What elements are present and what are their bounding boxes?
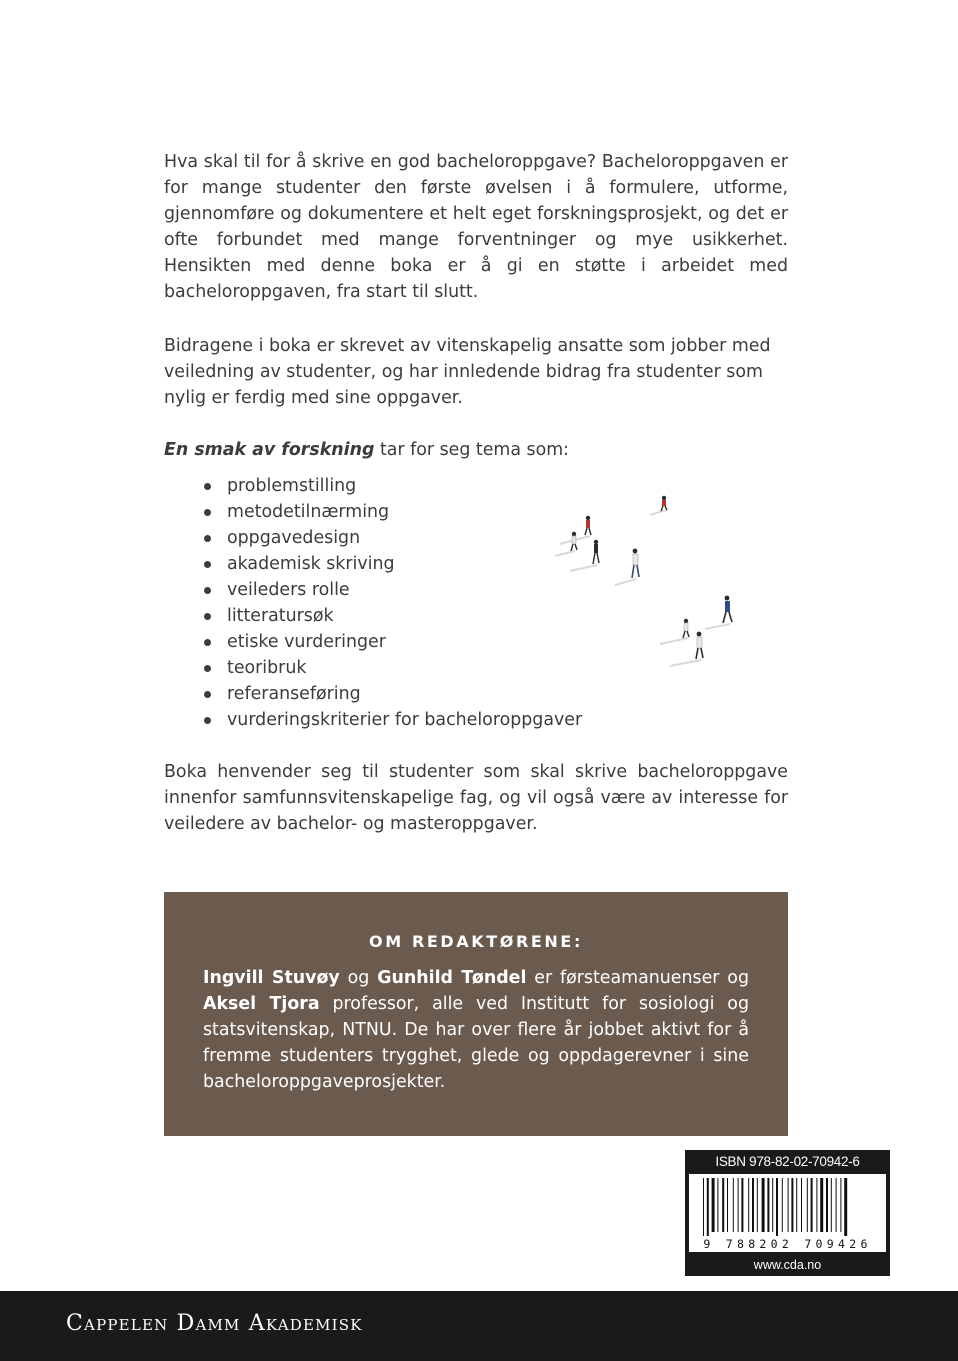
barcode-bar [757,1178,758,1232]
topic-item: metodetilnærming [202,499,582,525]
editor-name: Aksel Tjora [203,994,320,1014]
barcode-bar [820,1178,823,1232]
bullet-icon [204,561,211,568]
barcode-bar [801,1178,802,1232]
barcode-bar [816,1178,817,1232]
barcode-bar [727,1178,728,1232]
about-editors-box [164,892,788,1136]
topics-intro-text: tar for seg tema som: [374,440,570,460]
editor-name: Ingvill Stuvøy [203,968,340,988]
barcode-bar [791,1178,793,1232]
barcode-bar [844,1178,847,1236]
intro-text: Hva skal til for å skrive en god bacheloroppgave? Bacheloroppgaven er for mange studenter den første øvelsen i å formulere, utforme, gjennomføre og dokumentere et helt eget forskningsprosjekt, og det er ofte forbundet med mange forventninger og mye usikkerhet. Hensikten med denne boka er å gi en støtte i arbeidet med bacheloroppgaven, fra start til slutt. [164,152,788,302]
barcode-bar [741,1178,743,1232]
bullet-icon [204,665,211,672]
walker-figure [670,632,703,666]
topic-item: problemstilling [202,473,582,499]
topic-item: litteratursøk [202,603,582,629]
barcode-bar [722,1178,724,1232]
barcode-bar [717,1178,718,1232]
barcode-bar [703,1178,704,1236]
walker-figure [650,496,667,515]
bullet-icon [204,691,211,698]
barcode-icon [689,1174,886,1236]
barcode-bar [796,1178,797,1232]
contributors-paragraph [164,333,788,411]
barcode-bar [733,1178,734,1232]
bullet-icon [204,587,211,594]
bullet-icon [204,639,211,646]
isbn-block [685,1150,890,1276]
barcode-bar [712,1178,715,1232]
walker-figure [555,532,577,556]
walking-people-illustration [520,488,750,668]
barcode-bar [738,1178,739,1232]
barcode-bar [782,1178,783,1232]
audience-text: Boka henvender seg til studenter som skal skrive bacheloroppgave innenfor samfunnsvitenskapelige fag, og vil også være av interesse for veiledere av bachelor- og masteroppgaver. [164,762,788,834]
walker-figure [570,540,599,571]
intro-paragraph [164,149,788,305]
barcode-bar [707,1178,709,1236]
barcode-bar [776,1178,778,1236]
walker-figure [615,549,639,585]
barcode [689,1174,886,1252]
barcode-bar [752,1178,754,1232]
editor-name: Gunhild Tøndel [377,968,527,988]
barcode-bar [772,1178,773,1232]
barcode-bar [748,1178,749,1232]
barcode-bar [767,1178,769,1232]
bullet-icon [204,535,211,542]
bullet-icon [204,613,211,620]
barcode-bar [836,1178,837,1232]
barcode-bar [826,1178,828,1232]
barcode-digits: 9 788202 709426 [703,1237,872,1251]
barcode-bar [831,1178,832,1232]
topics-intro [164,437,788,463]
topic-item: teoribruk [202,655,582,681]
book-title: En smak av forskning [164,440,375,460]
isbn-text: ISBN 978-82-02-70942-6 [715,1154,860,1169]
topic-item: vurderingskriterier for bacheloroppgaver [202,707,582,733]
topic-item: veileders rolle [202,577,582,603]
editors-text: Ingvill Stuvøy og Gunhild Tøndel er førsteamanuenser og Aksel Tjora professor, alle ved Institutt for sosiologi og statsvitenskap, NTNU. De har over flere år jobbet aktivt for å fremme studenters trygghet, glede og oppdagerevner i sine bacheloroppgaveprosjekter. [203,968,749,1092]
bullet-icon [204,509,211,516]
publisher-footer [0,1291,958,1361]
topic-item: etiske vurderinger [202,629,582,655]
editors-heading: OM REDAKTØRENE: [369,932,583,951]
barcode-bar [811,1178,813,1232]
publisher-logo: Cappelen Damm Akademisk [66,1311,363,1336]
bullet-icon [204,483,211,490]
topic-item: akademisk skriving [202,551,582,577]
contributors-text: Bidragene i boka er skrevet av vitenskapelig ansatte som jobber med veiledning av studenter, og har innledende bidrag fra studenter som nylig er ferdig med sine oppgaver. [164,336,771,408]
barcode-bar [840,1178,841,1232]
walker-figure [660,619,689,644]
barcode-bar [762,1178,765,1232]
bullet-icon [204,717,211,724]
website-link[interactable]: www.cda.no [753,1258,822,1272]
barcode-bar [788,1178,789,1232]
topic-item: referanseføring [202,681,582,707]
topic-item: oppgavedesign [202,525,582,551]
barcode-bar [807,1178,808,1232]
audience-paragraph [164,759,788,837]
walker-figure [705,596,732,629]
